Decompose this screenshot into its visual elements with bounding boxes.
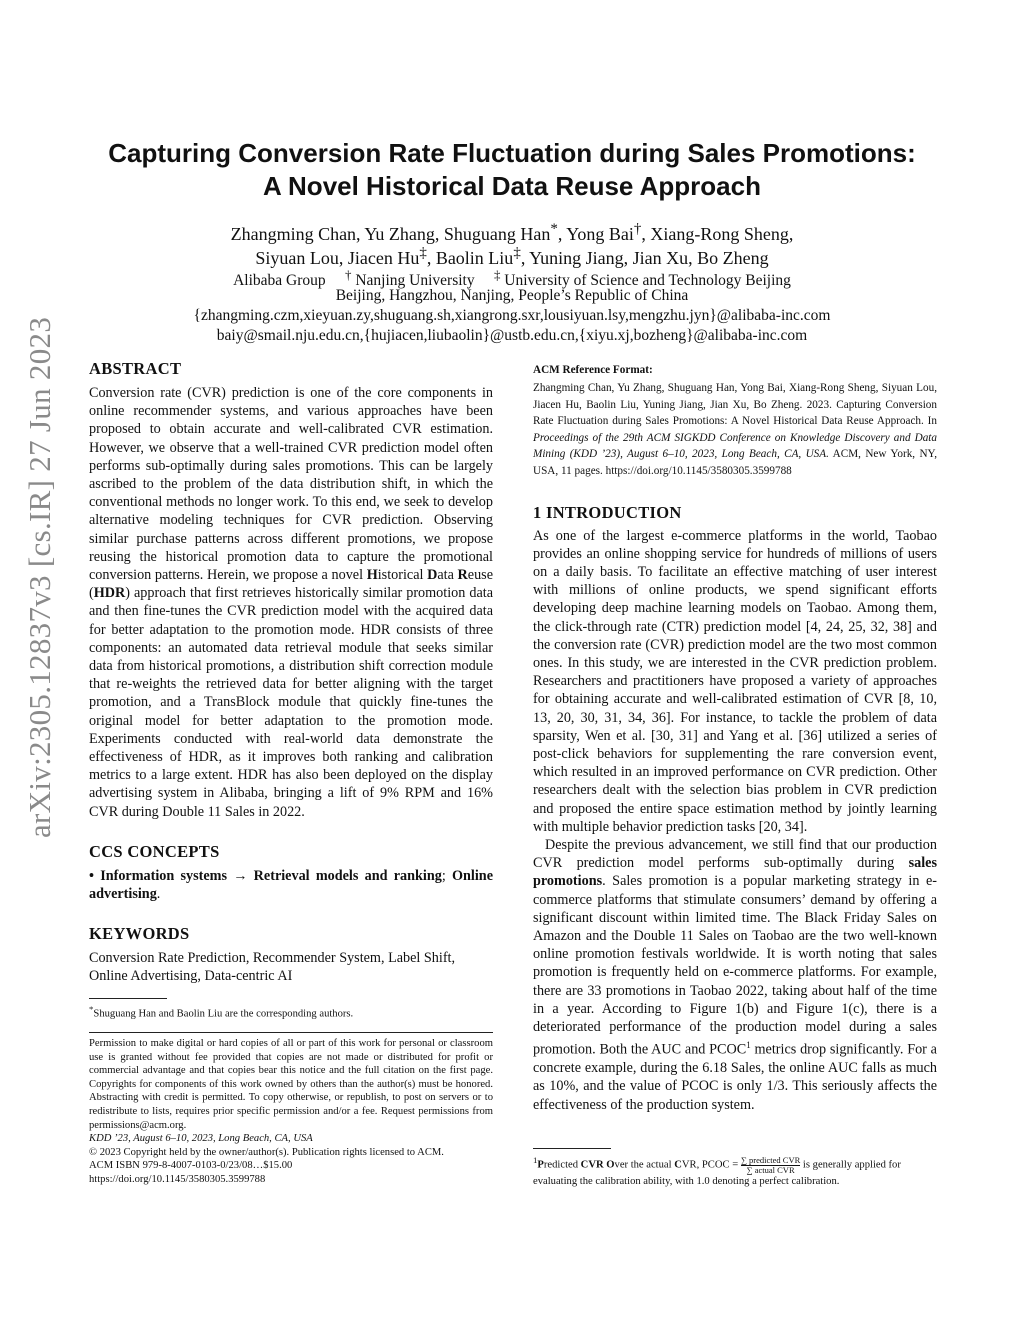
intro-paragraph-1: As one of the largest e-commerce platforms in the world, Taobao provides an online shopping service for hundreds of millions of users on a daily basis. To facilitate an effective matching of user interest with millions of online products, we spend significant efforts developing deep machine learning models on Taobao. Among them, the click-through rate (CTR) prediction model [4, 24, 25, 32, 38] and the conversion rate (CVR) prediction model are the two most common ones. In this study, we are interested in the CVR prediction problem. Researchers and practitioners have proposed a variety of approaches for obtaining accurate and well-calibrated estimation of CVR [8, 10, 13, 20, 30, 31, 34, 36]. For instance, to tackle the problem of data sparsity, Wen et al. [30, 31] and Yang et al. [36] utilized a series of post-click behaviors for supplementing the rare conversion event, which resulted in an improved performance on CVR prediction. Other researchers dealt with the selection bias problem in CVR prediction and proposed the entire space estimation method by jointly learning with multiple behavior prediction tasks [20, 34]. (533, 527, 937, 835)
email-line-1: {zhangming.czm,xieyuan.zy,shuguang.sh,xiangrong.sxr,lousiyuan.lsy,mengzhu.jyn}@alibaba-inc.com (193, 307, 831, 324)
paper-title (60, 137, 964, 203)
intro-heading: 1 INTRODUCTION (533, 502, 682, 522)
acm-ref-heading: ACM Reference Format: (533, 364, 653, 376)
title-line-2: A Novel Historical Data Reuse Approach (263, 171, 761, 201)
ccs-text: • Information systems → Retrieval models and ranking; Online advertising. (89, 867, 493, 903)
right-column (533, 358, 937, 1114)
conference-line: KDD ’23, August 6–10, 2023, Long Beach, CA, USA (89, 1133, 313, 1145)
acm-ref-text: Zhangming Chan, Yu Zhang, Shuguang Han, Yong Bai, Xiang-Rong Sheng, Siyuan Lou, Jiacen Hu, Baolin Liu, Yuning Jiang, Jian Xu, Bo Zheng. 2023. Capturing Conversion Rate Fluctuation during Sales Promotions: A Novel Historical Data Reuse Approach. In Proceedings of the 29th ACM SIGKDD Conference on Knowledge Discovery and Data Mining (KDD ’23), August 6–10, 2023, Long Beach, CA, USA. ACM, New York, NY, USA, 11 pages. https://doi.org/10.1145/3580305.3599788 (533, 382, 937, 477)
keywords-text: Conversion Rate Prediction, Recommender System, Label Shift, Online Advertising, Data-centric AI (89, 950, 456, 985)
keywords-heading: KEYWORDS (89, 924, 190, 944)
permission-rule (89, 1032, 493, 1033)
copyright-line: © 2023 Copyright held by the owner/author(s). Publication rights licensed to ACM. (89, 1146, 444, 1158)
left-column (89, 358, 493, 986)
permission-block (89, 1037, 493, 1187)
author-line-2: Siyuan Lou, Jiacen Hu‡, Baolin Liu‡, Yuning Jiang, Jian Xu, Bo Zheng (255, 245, 769, 268)
affiliations: Alibaba Group † Nanjing University ‡ University of Science and Technology Beijing (233, 267, 791, 290)
pcoc-footnote-rule (533, 1148, 611, 1149)
email-line-2: baiy@smail.nju.edu.cn,{hujiacen,liubaolin}@ustb.edu.cn,{xiyu.xj,bozheng}@alibaba-inc.com (216, 327, 808, 344)
intro-paragraph-2: Despite the previous advancement, we still find that our production CVR prediction model performs sub-optimally during sales promotions. Sales promotion is a popular marketing strategy in e-commerce platforms that stimulate consumers’ demand by offering a significant discount within limited time. The Black Friday Sales on Amazon and the Double 11 Sales on Taobao are the two well-known online promotion festivals worldwide. It is worth noting that sales promotion is frequently held on e-commerce platforms. For example, there are 33 promotions in Taobao 2022, taking about half of the time in a year. According to Figure 1(b) and Figure 1(c), there is a deteriorated performance of the production model during a sales promotion. Both the AUC and PCOC$^1$ metrics drop significantly. For a concrete example, during the 6.18 Sales, the online AUC falls as much as 10%, and the value of PCOC is only 1/3. This seriously affects the effectiveness of the production system. (533, 837, 937, 1113)
location: Beijing, Hangzhou, Nanjing, People’s Republic of China (335, 287, 689, 304)
abstract-heading: ABSTRACT (89, 359, 182, 378)
permission-text: Permission to make digital or hard copies of all or part of this work for personal or classroom use is granted without fee provided that copies are not made or distributed for profit or commercial advantage and that copies bear this notice and the full citation on the first page. Copyrights for components of this work owned by others than the author(s) must be honored. Abstracting with credit is permitted. To copy otherwise, or republish, to post on servers or to redistribute to lists, requires prior specific permission and/or a fee. Request permissions from permissions@acm.org. (89, 1038, 493, 1131)
author-line-1: Zhangming Chan, Yu Zhang, Shuguang Han*, Yong Bai†, Xiang-Rong Sheng, (230, 221, 794, 244)
ccs-heading: CCS CONCEPTS (89, 841, 220, 861)
pcoc-fraction: ∑ predicted CVR ∑ actual CVR (740, 1154, 801, 1175)
pcoc-footnote: $^1$Predicted CVR Over the actual CVR, PCOC = ∑ predicted CVR ∑ actual CVR is generally applied for evaluating the calibration ability, with 1.0 denoting a perfect calibration. (533, 1154, 901, 1187)
corresponding-footnote: *Shuguang Han and Baolin Liu are the corresponding authors. (89, 1004, 354, 1020)
isbn-line: ACM ISBN 979-8-4007-0103-0/23/08…$15.00 (89, 1160, 293, 1172)
title-line-1: Capturing Conversion Rate Fluctuation during Sales Promotions: (108, 138, 916, 168)
arxiv-stamp: arXiv:2305.12837v3 [cs.IR] 27 Jun 2023 (22, 316, 57, 838)
footnote-rule (89, 998, 167, 999)
abstract-text: Conversion rate (CVR) prediction is one of the core components in online recommender systems, and various approaches have been proposed to obtain accurate and well-calibrated CVR estimation. However, we observe that a well-trained CVR prediction model often performs sub-optimally during sales promotions. This can be largely ascribed to the problem of the data distribution shift, in which the conventional methods no longer work. To this end, we seek to develop alternative modeling techniques for CVR prediction. Observing similar purchase patterns across different promotions, we propose reusing the historical promotion data to capture the promotional conversion patterns. Herein, we propose a novel Historical Data Reuse (HDR) approach that first retrieves historically similar promotion data and then fine-tunes the CVR prediction model with the acquired data for better adaptation to the promotion mode. HDR consists of three components: an automated data retrieval module that seeks similar data from historical promotions, a distribution shift correction module that re-weights the retrieved data for better aligning with the target promotion, and a TransBlock module that quickly fine-tunes the original model for better adaptation to the promotion mode. Experiments conducted with real-world data demonstrate the effectiveness of HDR, as it improves both ranking and calibration metrics to a large extent. HDR has also been deployed on the display advertising system in Alibaba, bringing a lift of 9% RPM and 16% CVR during Double 11 Sales in 2022. (89, 385, 493, 820)
doi-line: https://doi.org/10.1145/3580305.3599788 (89, 1173, 266, 1185)
